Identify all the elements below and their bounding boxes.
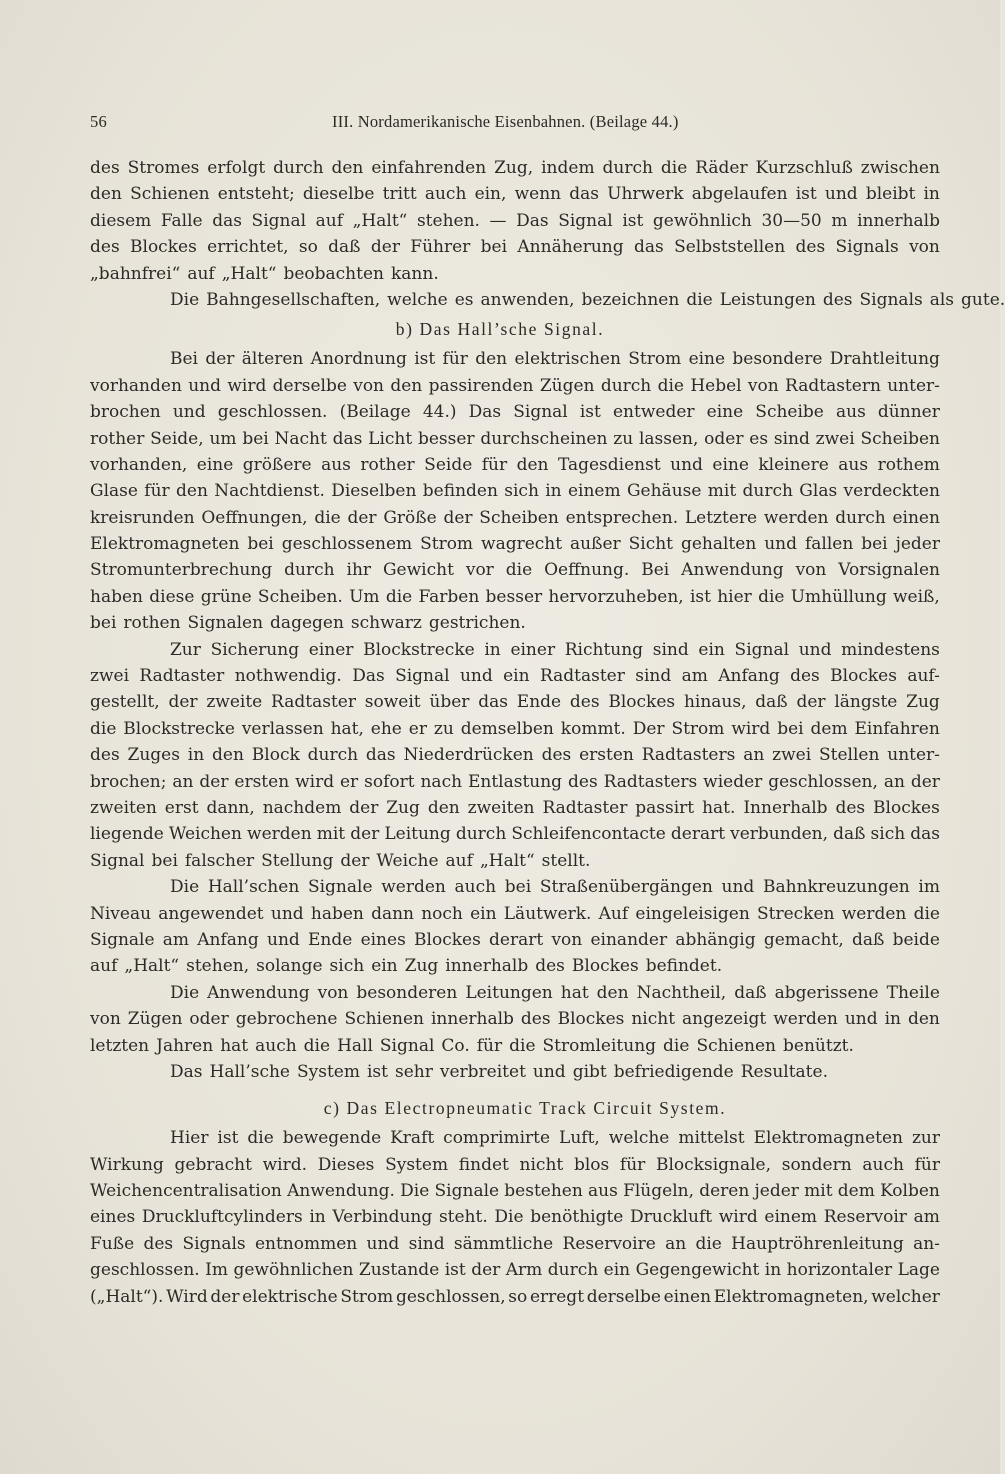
text-line: eines Druckluftcylinders in Verbindung steht. Die benöthigte Druckluft wird einem Reservoir am — [90, 1207, 940, 1228]
text-line: diesem Falle das Signal auf „Halt“ stehen. — Das Signal ist gewöhnlich 30—50 m innerhalb — [90, 210, 940, 231]
text-line: Signal bei falscher Stellung der Weiche auf „Halt“ stellt. — [90, 850, 591, 871]
text-line: des Zuges in den Block durch das Niederdrücken des ersten Radtasters an zwei Stellen unter- — [90, 745, 940, 766]
text-line: Hier ist die bewegende Kraft comprimirte Luft, welche mittelst Elektromagneten zur — [170, 1128, 940, 1149]
section-heading: c) Das Electropneumatic Track Circuit System. — [323, 1098, 727, 1119]
text-line: Glase für den Nachtdienst. Dieselben befinden sich in einem Gehäuse mit durch Glas verdeckten — [90, 481, 940, 502]
text-line: bei rothen Signalen dagegen schwarz gestrichen. — [90, 613, 526, 634]
page-header — [90, 112, 940, 138]
text-line: zwei Radtaster nothwendig. Das Signal und ein Radtaster sind am Anfang des Blockes auf- — [90, 666, 940, 687]
text-line: gestellt, der zweite Radtaster soweit über das Ende des Blockes hinaus, daß der längste Zug — [90, 692, 940, 713]
text-line: Signale am Anfang und Ende eines Blockes derart von einander abhängig gemacht, daß beide — [90, 929, 940, 950]
text-line: zweiten erst dann, nachdem der Zug den zweiten Radtaster passirt hat. Innerhalb des Blockes — [90, 797, 940, 818]
text-line: des Stromes erfolgt durch den einfahrenden Zug, indem durch die Räder Kurzschluß zwischen — [90, 158, 940, 178]
section-heading: b) Das Hall’sche Signal. — [395, 319, 605, 340]
text-line: Die Hall’schen Signale werden auch bei Straßenübergängen und Bahnkreuzungen im — [170, 877, 940, 898]
page-number: 56 — [90, 112, 107, 131]
text-line: brochen; an der ersten wird er sofort nach Entlastung des Radtasters wieder geschlossen, an der — [90, 771, 940, 792]
text-line: Niveau angewendet und haben dann noch ein Läutwerk. Auf eingeleisigen Strecken werden die — [90, 903, 940, 924]
text-line: Die Bahngesellschaften, welche es anwenden, bezeichnen die Leistungen des Signals als gute. — [170, 289, 1005, 310]
text-line: von Zügen oder gebrochene Schienen innerhalb des Blockes nicht angezeigt werden und in den — [90, 1009, 940, 1030]
text-line: „bahnfrei“ auf „Halt“ beobachten kann. — [90, 263, 439, 284]
text-line: auf „Halt“ stehen, solange sich ein Zug innerhalb des Blockes befindet. — [90, 956, 723, 977]
text-line: vorhanden, eine größere aus rother Seide für den Tagesdienst und eine kleinere aus rothem — [90, 454, 940, 475]
text-line: Bei der älteren Anordnung ist für den elektrischen Strom eine besondere Drahtleitung — [170, 349, 940, 370]
text-line: haben diese grüne Scheiben. Um die Farben besser hervorzuheben, ist hier die Umhüllung weiß, — [90, 586, 940, 607]
text-line: den Schienen entsteht; dieselbe tritt auch ein, wenn das Uhrwerk abgelaufen ist und bleibt in — [90, 184, 940, 205]
text-line: letzten Jahren hat auch die Hall Signal Co. für die Stromleitung die Schienen benützt. — [90, 1035, 854, 1056]
text-line: Zur Sicherung einer Blockstrecke in einer Richtung sind ein Signal und mindestens — [170, 639, 940, 660]
text-line: des Blockes errichtet, so daß der Führer bei Annäherung das Selbststellen des Signals von — [90, 237, 940, 258]
text-line: die Blockstrecke verlassen hat, ehe er zu demselben kommt. Der Strom wird bei dem Einfahren — [90, 718, 940, 739]
text-line: Stromunterbrechung durch ihr Gewicht vor die Oeffnung. Bei Anwendung von Vorsignalen — [90, 560, 940, 581]
text-line: („Halt“). Wird der elektrische Strom geschlossen, so erregt derselbe einen Elektromagneten, welcher — [90, 1286, 940, 1307]
text-line: geschlossen. Im gewöhnlichen Zustande ist der Arm durch ein Gegengewicht in horizontaler Lage — [90, 1260, 940, 1281]
text-line: vorhanden und wird derselbe von den passirenden Zügen durch die Hebel von Radtastern unter- — [90, 375, 940, 396]
running-head: III. Nordamerikanische Eisenbahnen. (Beilage 44.) — [332, 112, 679, 131]
text-line: liegende Weichen werden mit der Leitung durch Schleifencontacte derart verbunden, daß sich das — [90, 824, 940, 845]
body-text — [90, 155, 1005, 1310]
text-line: Elektromagneten bei geschlossenem Strom wagrecht außer Sicht gehalten und fallen bei jeder — [90, 534, 940, 555]
text-line: Weichencentralisation Anwendung. Die Signale bestehen aus Flügeln, deren jeder mit dem Kolben — [90, 1181, 940, 1202]
text-line: Die Anwendung von besonderen Leitungen hat den Nachtheil, daß abgerissene Theile — [170, 982, 940, 1003]
text-line: Fuße des Signals entnommen und sind sämmtliche Reservoire an die Hauptröhrenleitung an- — [90, 1233, 940, 1254]
text-line: Das Hall’sche System ist sehr verbreitet und gibt befriedigende Resultate. — [170, 1061, 828, 1082]
text-line: Wirkung gebracht wird. Dieses System findet nicht blos für Blocksignale, sondern auch für — [90, 1154, 940, 1175]
text-line: brochen und geschlossen. (Beilage 44.) Das Signal ist entweder eine Scheibe aus dünner — [90, 402, 940, 423]
text-line: rother Seide, um bei Nacht das Licht besser durchscheinen zu lassen, oder es sind zwei Scheiben — [90, 428, 940, 449]
text-line: kreisrunden Oeffnungen, die der Größe der Scheiben entsprechen. Letztere werden durch einen — [90, 507, 940, 528]
